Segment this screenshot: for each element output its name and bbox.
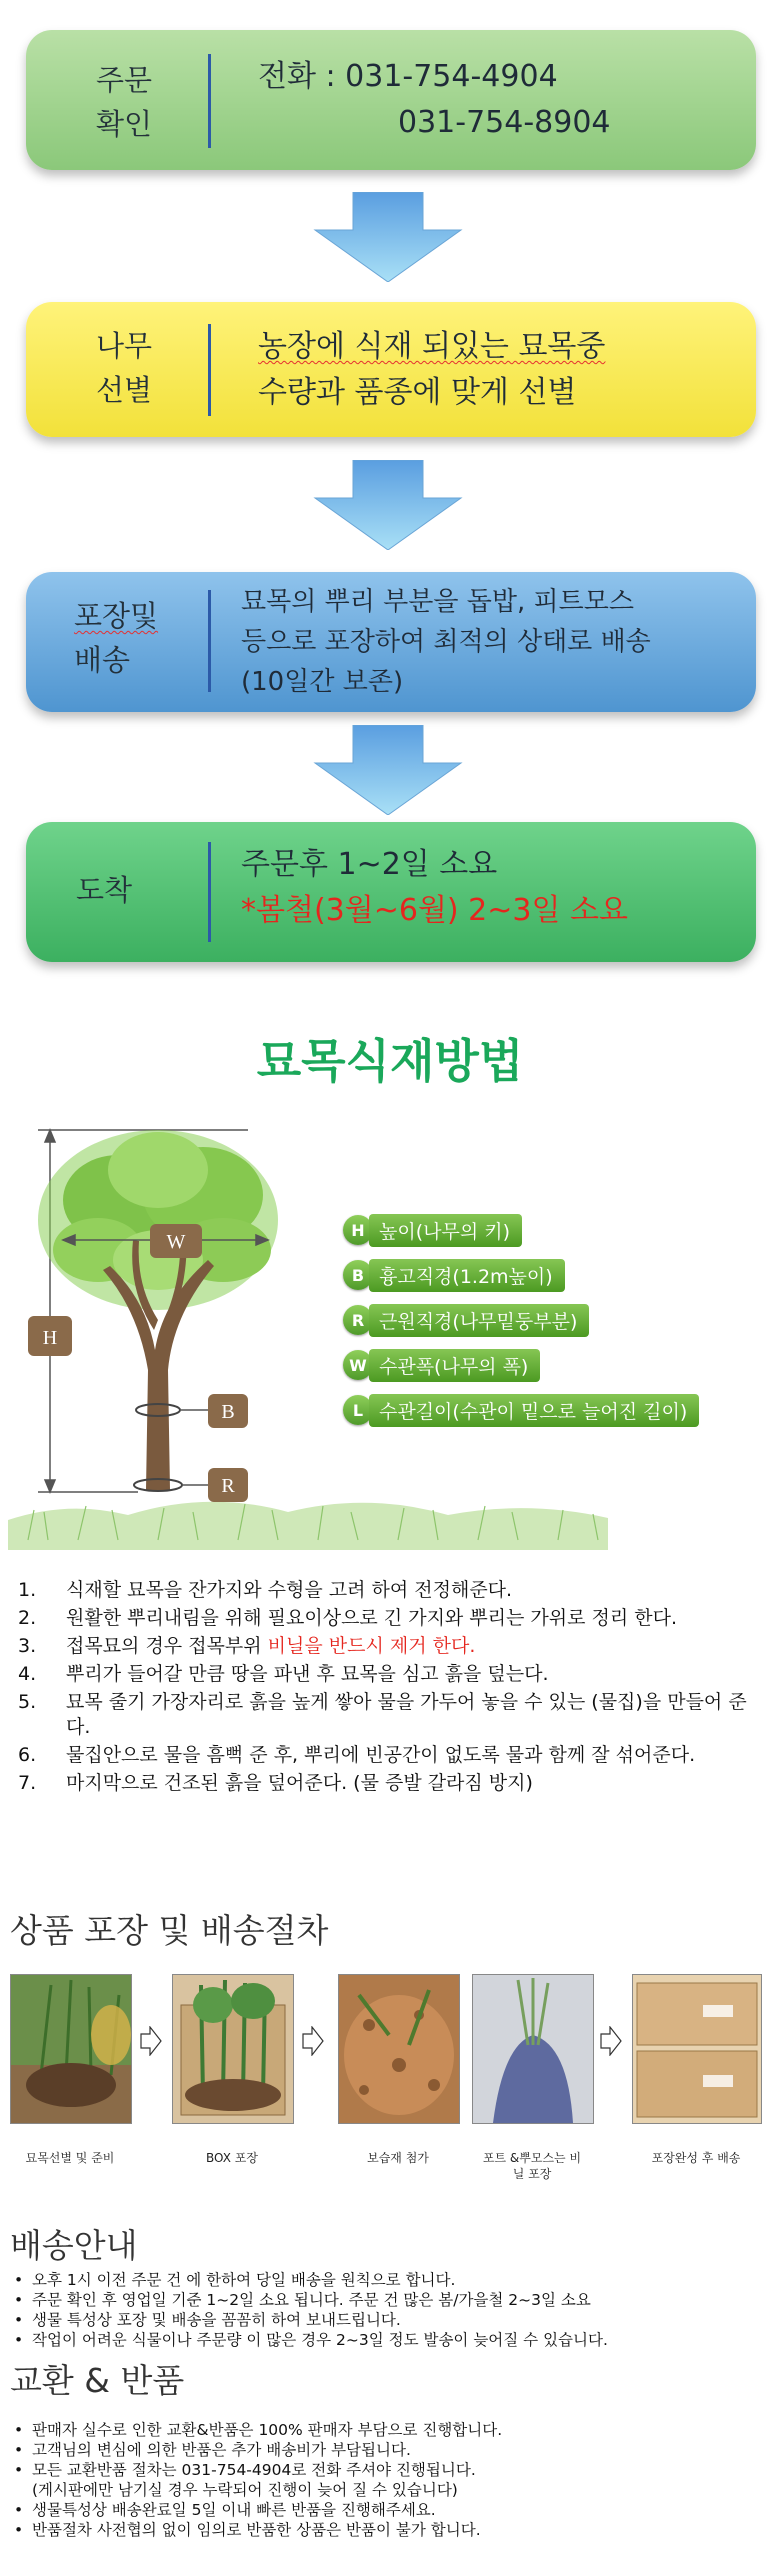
separator	[208, 842, 211, 942]
diagram-label-h	[28, 1316, 72, 1356]
planting-steps-list	[18, 1578, 768, 1799]
step-text-line: 등으로 포장하여 최적의 상태로 배송	[241, 627, 651, 657]
legend-item-l	[343, 1393, 699, 1427]
legend-badge: H	[343, 1215, 373, 1245]
step-text: 마지막으로 건조된 흙을 덮어준다. (물 증발 갈라짐 방지)	[66, 1772, 533, 1794]
list-item	[18, 1606, 768, 1631]
step-label	[96, 324, 152, 412]
step-text: 뿌리가 들어갈 만큼 땅을 파낸 후 묘목을 심고 흙을 덮는다.	[66, 1663, 549, 1685]
legend-text: 수관폭(나무의 폭)	[369, 1349, 540, 1382]
photo-shipping-boxes	[632, 1974, 762, 2124]
legend-item-b	[343, 1258, 565, 1292]
step-text: 원활한 뿌리내림을 위해 필요이상으로 긴 가지와 뿌리는 가위로 정리 한다.	[66, 1607, 678, 1629]
step-number: 1.	[18, 1579, 37, 1601]
step-text-line-red: *봄철(3월~6월) 2~3일 소요	[241, 893, 628, 928]
step-label	[76, 868, 132, 912]
step-text-line: 주문후 1~2일 소요	[241, 847, 498, 882]
arrow-right-icon	[302, 2026, 324, 2056]
list-item: • 작업이 어려운 식물이나 주문량 이 많은 경우 2~3일 정도 발송이 늦어질 수 있습니다.	[10, 2330, 775, 2350]
step-text	[258, 324, 605, 416]
diagram-label-b	[208, 1394, 248, 1428]
step-text	[258, 54, 611, 146]
step-number: 7.	[18, 1772, 37, 1794]
legend-badge: R	[343, 1305, 373, 1335]
step-text	[241, 842, 628, 934]
phone-line-2: 031-754-8904	[398, 105, 611, 140]
list-item	[18, 1743, 768, 1768]
legend-text: 높이(나무의 키)	[369, 1214, 522, 1247]
process-step-arrival	[26, 822, 756, 962]
list-item: • 생물 특성상 포장 및 배송을 꼼꼼히 하여 보내드립니다.	[10, 2310, 775, 2330]
phone-line-1: 전화 : 031-754-4904	[258, 59, 558, 94]
step-text-warning: 비닐을 반드시 제거 한다.	[267, 1635, 476, 1657]
arrow-right-icon	[600, 2026, 622, 2056]
process-step-select	[26, 302, 756, 437]
list-item	[18, 1771, 768, 1796]
diagram-label-r	[208, 1468, 248, 1502]
list-item: • 반품절차 사전협의 없이 임의로 반품한 상품은 반품이 불가 합니다.	[10, 2520, 775, 2540]
diagram-label-h-text: H	[42, 1327, 58, 1349]
legend-text: 수관길이(수관이 밑으로 늘어진 길이)	[369, 1394, 699, 1427]
step-label	[96, 58, 152, 146]
photo-vinyl-packing	[472, 1974, 594, 2124]
list-item-continuation: (게시판에만 남기실 경우 누락되어 진행이 늦어 질 수 있습니다)	[32, 2481, 458, 2499]
step-text-line: 수량과 품종에 맞게 선별	[258, 375, 577, 410]
list-item	[18, 1662, 768, 1687]
list-item: • 오후 1시 이전 주문 건 에 한하여 당일 배송을 원칙으로 합니다.	[10, 2270, 775, 2290]
tree-foliage	[38, 1130, 278, 1310]
list-item: • 주문 확인 후 영업일 기준 1~2일 소요 됩니다. 주문 건 많은 봄/가을철 2~3일 소요	[10, 2290, 775, 2310]
step-text-line: (10일간 보존)	[241, 667, 404, 697]
step-number: 2.	[18, 1607, 37, 1629]
step-text: 접목묘의 경우 접목부위	[66, 1635, 268, 1657]
down-arrow-icon	[313, 460, 463, 550]
step-label-line: 도착	[76, 873, 133, 907]
step-label-line: 주문	[96, 63, 153, 97]
list-item	[18, 1690, 768, 1740]
step-number: 6.	[18, 1744, 37, 1766]
list-item: • 생물특성상 배송완료일 5일 이내 빠른 반품을 진행해주세요.	[10, 2500, 775, 2520]
separator	[208, 54, 211, 148]
step-label-line: 포장및	[74, 599, 159, 633]
diagram-label-b-text: B	[221, 1401, 235, 1423]
separator	[208, 590, 211, 692]
list-item: • 모든 교환반품 절차는 031-754-4904로 전화 주셔야 진행됩니다.	[10, 2460, 775, 2480]
planting-title: 묘목식재방법	[256, 1034, 524, 1088]
legend-text: 흉고직경(1.2m높이)	[369, 1259, 565, 1292]
legend-text: 근원직경(나무밑둥부분)	[369, 1304, 589, 1337]
step-text	[241, 582, 651, 702]
photo-caption: 포장완성 후 배송	[651, 2151, 741, 2165]
step-text: 묘목 줄기 가장자리로 흙을 높게 쌓아 물을 가두어 놓을 수 있는 (물집)을 만들어 준다.	[66, 1691, 747, 1738]
photo-caption: 보습재 첨가	[367, 2151, 429, 2165]
step-label-line: 선별	[96, 373, 153, 407]
step-label-line: 배송	[74, 643, 131, 677]
process-step-order	[26, 30, 756, 170]
step-label-line: 확인	[96, 107, 153, 141]
step-text-line: 농장에 식재 되있는 묘목중	[258, 329, 606, 364]
photo-box-packing	[172, 1974, 294, 2124]
photo-caption: BOX 포장	[206, 2151, 258, 2165]
photo-seedling-selection	[10, 1974, 132, 2124]
list-item	[18, 1578, 768, 1603]
list-item: • 고객님의 변심에 의한 반품은 추가 배송비가 부담됩니다.	[10, 2440, 775, 2460]
down-arrow-icon	[313, 192, 463, 282]
delivery-list	[10, 2270, 775, 2350]
step-label-line: 나무	[96, 329, 153, 363]
legend-badge: B	[343, 1260, 373, 1290]
down-arrow-icon	[313, 725, 463, 815]
legend-item-r	[343, 1303, 589, 1337]
packing-title: 상품 포장 및 배송절차	[10, 1911, 329, 1950]
step-label	[74, 594, 158, 682]
separator	[208, 324, 211, 416]
step-number: 5.	[18, 1691, 37, 1713]
delivery-title: 배송안내	[10, 2226, 138, 2265]
legend-badge: L	[343, 1395, 373, 1425]
arrow-right-icon	[140, 2026, 162, 2056]
legend-badge: W	[343, 1350, 373, 1380]
exchange-list	[10, 2420, 775, 2540]
diagram-label-w	[150, 1224, 202, 1258]
step-text-line: 묘목의 뿌리 부분을 돕밥, 피트모스	[241, 587, 634, 617]
photo-moisture-material	[338, 1974, 460, 2124]
step-text: 식재할 묘목을 잔가지와 수형을 고려 하여 전정해준다.	[66, 1579, 513, 1601]
list-item	[18, 1634, 768, 1659]
diagram-label-w-text: W	[166, 1231, 186, 1253]
photo-caption: 묘목선별 및 준비	[25, 2151, 115, 2165]
process-step-packing	[26, 572, 756, 712]
step-text: 물집안으로 물을 흠뻑 준 후, 뿌리에 빈공간이 없도록 물과 함께 잘 섞어준다.	[66, 1744, 696, 1766]
grass-graphic	[8, 1502, 608, 1550]
photo-caption: 포트 &뿌모스는 비 닐 포장	[482, 2151, 582, 2181]
diagram-label-r-text: R	[221, 1475, 235, 1497]
legend-item-w	[343, 1348, 540, 1382]
step-number: 4.	[18, 1663, 37, 1685]
list-item: • 판매자 실수로 인한 교환&반품은 100% 판매자 부담으로 진행합니다.	[10, 2420, 775, 2440]
legend-item-h	[343, 1213, 522, 1247]
step-number: 3.	[18, 1635, 37, 1657]
exchange-title: 교환 & 반품	[10, 2361, 185, 2400]
